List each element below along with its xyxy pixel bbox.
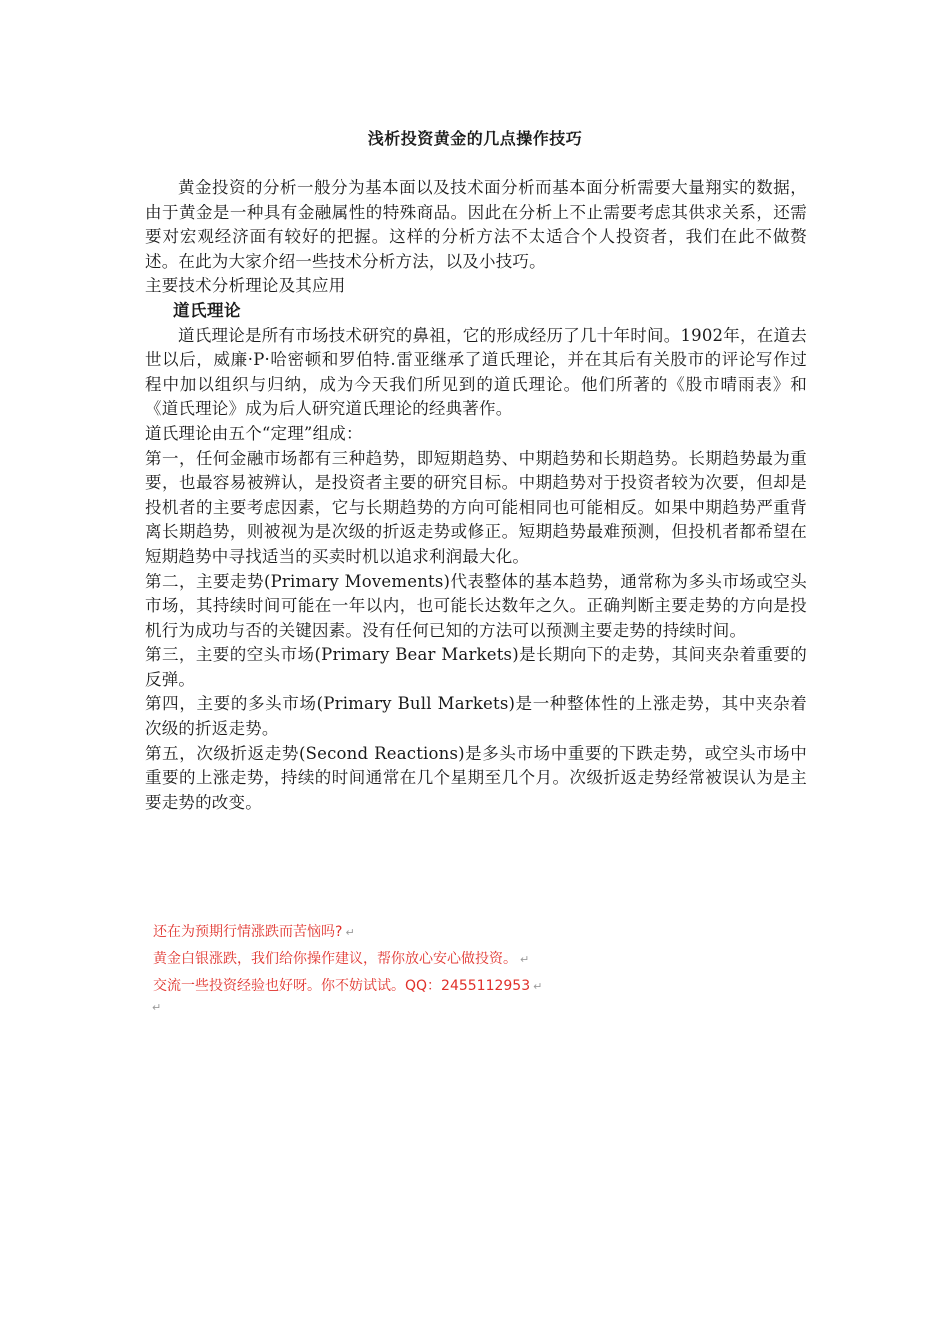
paragraph-mark-icon: ↵ [533, 980, 543, 993]
promo-line-2: 黄金白银涨跌，我们给你操作建议，帮你放心安心做投资。 ↵ [153, 951, 530, 967]
paragraph-mark-icon: ↵ [152, 1001, 162, 1014]
document-body [145, 176, 807, 815]
paragraph-mark-icon: ↵ [345, 926, 355, 939]
promo-line-1: 还在为预期行情涨跌而苦恼吗? ↵ [153, 924, 355, 940]
subsection-heading-dow-theory: 道氏理论 [173, 300, 241, 320]
theorem-5: 第五，次级折返走势(Second Reactions)是多头市场中重要的下跌走势，或空头市场中重要的上涨走势，持续的时间通常在几个星期至几个月。次级折返走势经常被误认为是主要走势的改变。 [145, 743, 807, 812]
promo-line-3: 交流一些投资经验也好呀。你不妨试试。QQ：2455112953 ↵ [153, 978, 543, 994]
promo-block [153, 919, 542, 1000]
theorem-2: 第二，主要走势(Primary Movements)代表整体的基本趋势，通常称为多头市场或空头市场，其持续时间可能在一年以内，也可能长达数年之久。正确判断主要走势的方向是投机行为成功与否的关键因素。没有任何已知的方法可以预测主要走势的持续时间。 [145, 571, 807, 640]
paragraph-mark-icon: ↵ [520, 953, 530, 966]
document-title: 浅析投资黄金的几点操作技巧 [367, 129, 583, 148]
dow-theory-paragraph: 道氏理论是所有市场技术研究的鼻祖，它的形成经历了几十年时间。1902年，在道去世以后，威廉·P·哈密顿和罗伯特.雷亚继承了道氏理论，并在其后有关股市的评论写作过程中加以组织与归纳，成为今天我们所见到的道氏理论。他们所著的《股市晴雨表》和《道氏理论》成为后人研究道氏理论的经典著作。 [145, 325, 807, 419]
theorem-1: 第一，任何金融市场都有三种趋势，即短期趋势、中期趋势和长期趋势。长期趋势最为重要，也最容易被辨认，是投资者主要的研究目标。中期趋势对于投资者较为次要，但却是投机者的主要考虑因素，它与长期趋势的方向可能相同也可能相反。如果中期趋势严重背离长期趋势，则被视为是次级的折返走势或修正。短期趋势最难预测，但投机者都希望在短期趋势中寻找适当的买卖时机以追求利润最大化。 [145, 448, 807, 566]
intro-paragraph: 黄金投资的分析一般分为基本面以及技术面分析而基本面分析需要大量翔实的数据，由于黄金是一种具有金融属性的特殊商品。因此在分析上不止需要考虑其供求关系，还需要对宏观经济面有较好的把握。这样的分析方法不太适合个人投资者，我们在此不做赘述。在此为大家介绍一些技术分析方法，以及小技巧。 [145, 178, 807, 271]
theorem-3: 第三，主要的空头市场(Primary Bear Markets)是长期向下的走势，其间夹杂着重要的反弹。 [145, 645, 807, 689]
theorem-4: 第四，主要的多头市场(Primary Bull Markets)是一种整体性的上涨走势，其中夹杂着次级的折返走势。 [145, 694, 807, 739]
theorem-intro: 道氏理论由五个“定理”组成： [145, 423, 363, 443]
section-heading: 主要技术分析理论及其应用 [145, 276, 346, 296]
